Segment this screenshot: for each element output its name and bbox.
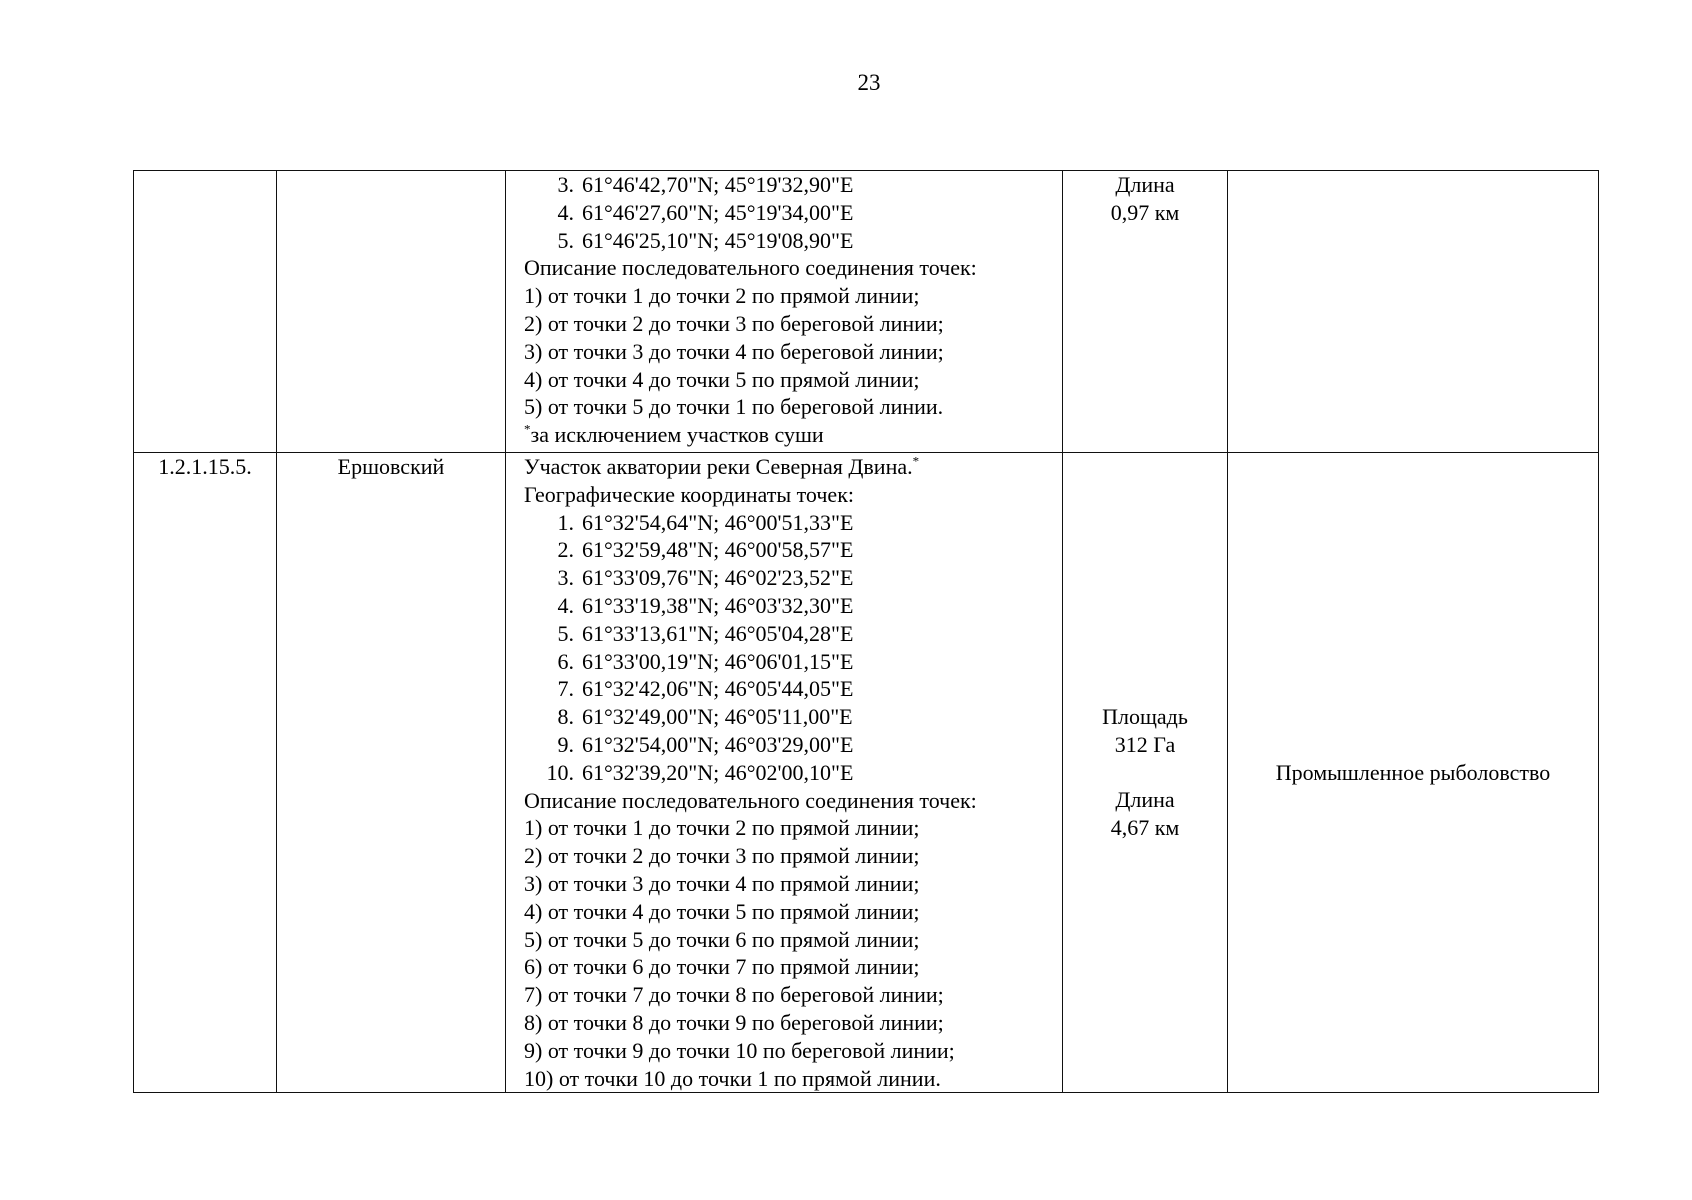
length-value: 0,97 км (1110, 199, 1180, 225)
connection-line: 1) от точки 1 до точки 2 по прямой линии; (524, 815, 920, 841)
point-number: 4. (557, 592, 574, 618)
connection-line: 10) от точки 10 до точки 1 по прямой линии. (524, 1065, 941, 1091)
coordinate-point (524, 592, 1062, 620)
point-number: 3. (557, 172, 574, 197)
usage-cell: Промышленное рыболовство (1228, 453, 1599, 1093)
point-number: 8. (557, 704, 574, 730)
area-title-text: Участок акватории реки Северная Двина. (524, 454, 913, 479)
coordinate-point (524, 171, 1062, 199)
connection-line: 8) от точки 8 до точки 9 по береговой линии; (524, 1009, 944, 1035)
point-coordinates: 61°33'19,38"N; 46°03'32,30"E (582, 592, 854, 618)
point-coordinates: 61°32'54,64"N; 46°00'51,33"E (582, 509, 854, 535)
coordinate-point (524, 536, 1062, 564)
footnote-mark: * (524, 421, 531, 437)
coordinate-point (524, 703, 1062, 731)
connection-line: 5) от точки 5 до точки 1 по береговой линии. (524, 394, 944, 420)
point-coordinates: 61°46'27,60"N; 45°19'34,00"E (582, 199, 854, 225)
length-value: 4,67 км (1110, 815, 1180, 841)
area-description-cell (506, 453, 1063, 1093)
coordinate-point (524, 199, 1062, 227)
connection-line: 6) от точки 6 до точки 7 по прямой линии; (524, 954, 920, 980)
point-coordinates: 61°46'42,70"N; 45°19'32,90"E (582, 172, 854, 197)
point-number: 5. (557, 227, 574, 253)
coordinate-point (524, 620, 1062, 648)
point-number: 10. (546, 759, 574, 785)
connection-title: Описание последовательного соединения точек: (524, 255, 977, 281)
point-coordinates: 61°33'09,76"N; 46°02'23,52"E (582, 565, 854, 591)
row-number-cell (134, 171, 277, 453)
coordinate-point (524, 564, 1062, 592)
row-number-cell: 1.2.1.15.5. (134, 453, 277, 1093)
area-name-cell: Ершовский (277, 453, 506, 1093)
footnote-mark: * (912, 453, 920, 469)
area-description-cell (506, 171, 1063, 453)
point-number: 1. (557, 509, 574, 535)
point-coordinates: 61°33'13,61"N; 46°05'04,28"E (582, 620, 854, 646)
connection-line: 2) от точки 2 до точки 3 по береговой линии; (524, 310, 944, 336)
connection-line: 1) от точки 1 до точки 2 по прямой линии; (524, 283, 920, 309)
area-title (524, 453, 1062, 481)
connection-line: 3) от точки 3 до точки 4 по береговой линии; (524, 338, 944, 364)
connection-line: 4) от точки 4 до точки 5 по прямой линии; (524, 898, 920, 924)
point-coordinates: 61°32'54,00"N; 46°03'29,00"E (582, 731, 854, 757)
coordinate-point (524, 227, 1062, 255)
point-number: 9. (557, 731, 574, 757)
size-cell (1063, 171, 1228, 453)
size-cell (1063, 453, 1228, 1093)
connection-line: 9) от точки 9 до точки 10 по береговой линии; (524, 1037, 955, 1063)
length-label: Длина (1115, 172, 1175, 197)
connection-line: 7) от точки 7 до точки 8 по береговой линии; (524, 982, 944, 1008)
point-number: 5. (557, 620, 574, 646)
footnote (524, 421, 1062, 449)
point-coordinates: 61°32'49,00"N; 46°05'11,00"E (582, 704, 853, 730)
area-value: 312 Га (1114, 731, 1176, 757)
point-coordinates: 61°46'25,10"N; 45°19'08,90"E (582, 227, 854, 253)
area-label: Площадь (1102, 704, 1188, 729)
table-row (134, 171, 1599, 453)
connection-title: Описание последовательного соединения точек: (524, 787, 977, 813)
area-name-cell (277, 171, 506, 453)
coordinates-title: Географические координаты точек: (524, 481, 854, 507)
fishing-areas-table (133, 170, 1599, 1093)
point-number: 6. (557, 648, 574, 674)
point-number: 7. (557, 676, 574, 702)
point-coordinates: 61°33'00,19"N; 46°06'01,15"E (582, 648, 854, 674)
point-number: 4. (557, 199, 574, 225)
point-coordinates: 61°32'39,20"N; 46°02'00,10"E (582, 759, 854, 785)
coordinate-point (524, 648, 1062, 676)
coordinate-point (524, 731, 1062, 759)
page-number: 23 (857, 70, 881, 95)
point-coordinates: 61°32'59,48"N; 46°00'58,57"E (582, 537, 854, 563)
point-number: 2. (557, 537, 574, 563)
connection-line: 4) от точки 4 до точки 5 по прямой линии; (524, 366, 920, 392)
connection-line: 2) от точки 2 до точки 3 по прямой линии; (524, 843, 920, 869)
coordinate-point (524, 759, 1062, 787)
connection-line: 3) от точки 3 до точки 4 по прямой линии; (524, 870, 920, 896)
coordinate-point (524, 675, 1062, 703)
footnote-text: за исключением участков суши (530, 422, 824, 448)
point-coordinates: 61°32'42,06"N; 46°05'44,05"E (582, 676, 854, 702)
point-number: 3. (557, 565, 574, 591)
connection-line: 5) от точки 5 до точки 6 по прямой линии; (524, 926, 920, 952)
usage-cell (1228, 171, 1599, 453)
table-row (134, 453, 1599, 1093)
coordinate-point (524, 509, 1062, 537)
length-label: Длина (1115, 787, 1175, 813)
